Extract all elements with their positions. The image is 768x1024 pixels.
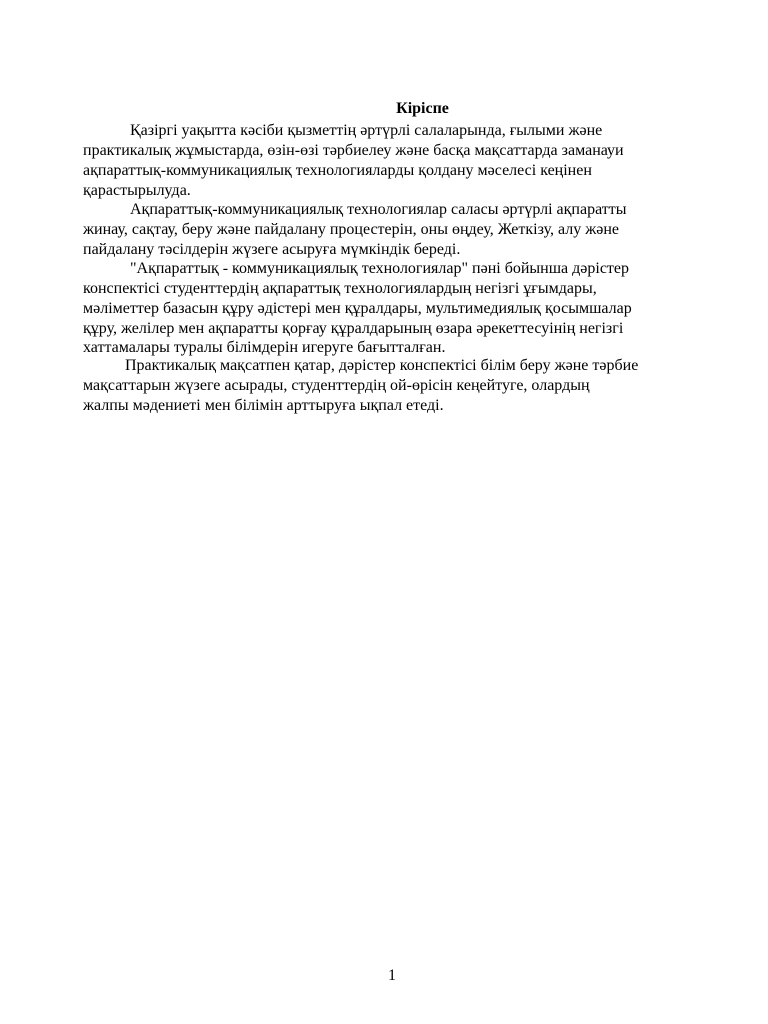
body-line: хаттамалары туралы білімдерін игеруге бағытталған. <box>83 339 446 356</box>
body-line: жалпы мәдениеті мен білімін арттыруға ықпал етеді. <box>83 397 444 414</box>
body-line: Ақпараттық-коммуникациялық технологиялар саласы әртүрлі ақпаратты <box>130 201 627 218</box>
document-title: Кіріспе <box>396 100 449 117</box>
body-line: мақсаттарын жүзеге асырады, студенттердің ой-өрісін кеңейтуге, олардың <box>83 377 590 394</box>
body-line: конспектісі студенттердің ақпараттық технологиялардың негізгі ұғымдары, <box>83 280 597 297</box>
body-line: жинау, сақтау, беру және пайдалану процестерін, оны өңдеу, Жеткізу, алу және <box>83 221 620 238</box>
body-line: "Ақпараттық - коммуникациялық технологиялар" пәні бойынша дәрістер <box>130 260 630 277</box>
body-line: Практикалық мақсатпен қатар, дәрістер конспектісі білім беру және тәрбие <box>125 357 639 374</box>
body-line: мәліметтер базасын құру әдістері мен құралдары, мультимедиялық қосымшалар <box>83 300 632 317</box>
body-line: құру, желілер мен ақпаратты қорғау құралдарының өзара әрекеттесуінің негізгі <box>83 320 624 337</box>
body-line: пайдалану тәсілдерін жүзеге асыруға мүмкіндік береді. <box>83 241 461 258</box>
body-line: практикалық жұмыстарда, өзін-өзі тәрбиелеу және басқа мақсаттарда заманауи <box>83 142 624 159</box>
body-line: ақпараттық-коммуникациялық технологияларды қолдану мәселесі кеңінен <box>83 162 592 179</box>
page-number: 1 <box>388 967 396 984</box>
body-line: Қазіргі уақытта кәсіби қызметтің әртүрлі салаларында, ғылыми және <box>130 122 603 139</box>
body-line: қарастырылуда. <box>83 182 191 199</box>
